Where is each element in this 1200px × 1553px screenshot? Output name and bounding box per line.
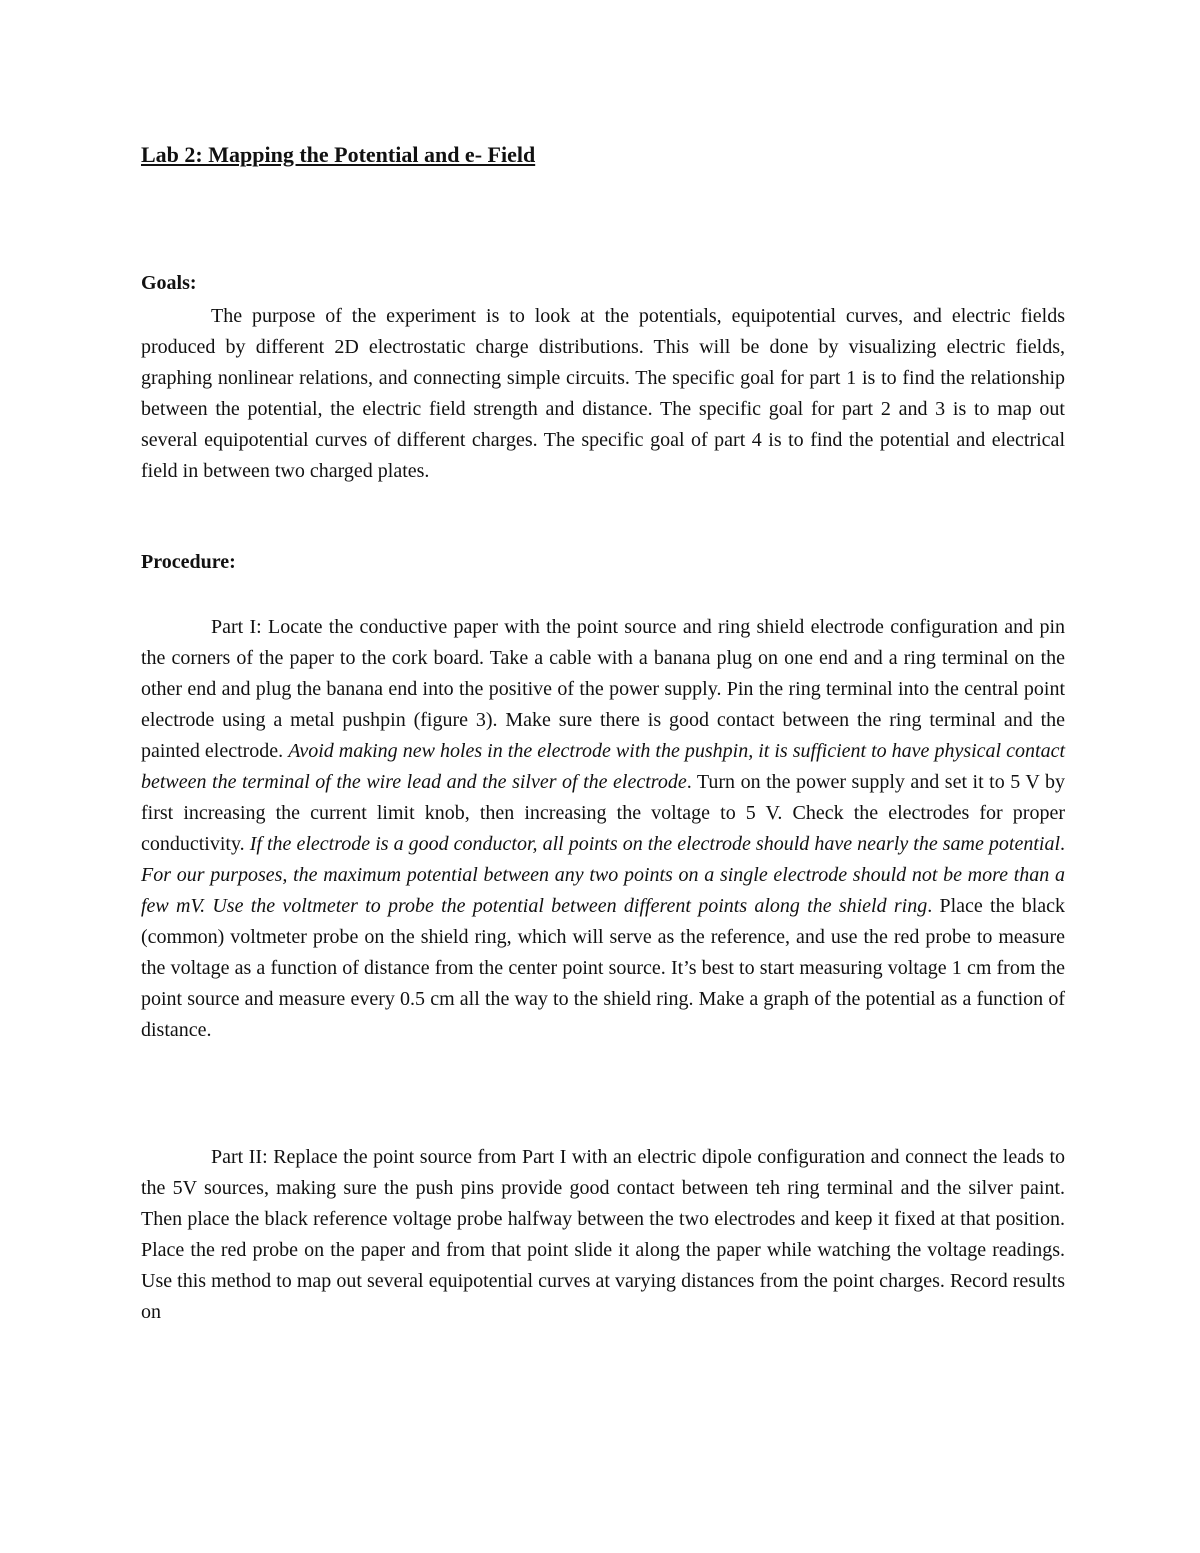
part1-text-4: . Place the black (common) voltmeter probe on the shield ring, which will serve as the reference, and use the red probe to measure the voltage as a function of distance from the center point source. It’s best to start measuring voltage 1 cm from the point source and measure every 0.5 cm all the way to the shield ring. Make a graph of the potential as a function of distance. bbox=[141, 895, 1066, 1041]
part2-paragraph: Part II: Replace the point source from Part I with an electric dipole configuration and connect the leads to the 5V sources, making sure the push pins provide good contact between teh ring terminal and the silver paint. Then place the black reference voltage probe halfway between the two electrodes and keep it fixed at that position. Place the red probe on the paper and from that point slide it along the paper while watching the voltage readings. Use this method to map out several equipotential curves at varying distances from the point charges. Record results on bbox=[141, 1146, 1065, 1323]
part1-italic-2: If the electrode is a good conductor, all points on the electrode should have nearly the same potential bbox=[249, 833, 1060, 855]
part1-text-2: . Turn on the power supply and set it to 5 V by first increasing the current limit knob, then increasing the voltage to 5 V. Check the electrodes for proper conductivity. bbox=[141, 771, 1065, 855]
part1-text-1: Part I: Locate the conductive paper with the point source and ring shield electrode configuration and pin the corners of the paper to the cork board. Take a cable with a banana plug on one end and a ring terminal on the other end and plug the banana end into the positive of the power supply. Pin the ring terminal into the central point electrode using a metal pushpin (figure 3). Make sure there is good contact between the ring terminal and the painted electrode. bbox=[141, 616, 1065, 762]
part1-paragraph bbox=[141, 612, 1065, 1046]
goals-paragraph: The purpose of the experiment is to look at the potentials, equipotential curves, and electric fields produced by different 2D electrostatic charge distributions. This will be done by visualizing electric fields, graphing nonlinear relations, and connecting simple circuits. The specific goal for part 1 is to find the relationship between the potential, the electric field strength and distance. The specific goal for part 2 and 3 is to map out several equipotential curves of different charges. The specific goal of part 4 is to find the potential and electrical field in between two charged plates. bbox=[141, 305, 1065, 482]
document-title: Lab 2: Mapping the Potential and e- Field bbox=[141, 142, 536, 167]
part1-italic-3: For our purposes, the maximum potential between any two points on a single electrode should not be more than a few mV. Use the voltmeter to probe the potential between different points along the shield ring bbox=[141, 864, 1065, 917]
procedure-heading: Procedure: bbox=[141, 551, 236, 573]
goals-heading: Goals: bbox=[141, 272, 197, 294]
part1-italic-1: Avoid making new holes in the electrode with the pushpin, it is sufficient to have physical contact between the terminal of the wire lead and the silver of the electrode bbox=[141, 740, 1066, 793]
part1-text-3: . bbox=[1060, 833, 1065, 855]
